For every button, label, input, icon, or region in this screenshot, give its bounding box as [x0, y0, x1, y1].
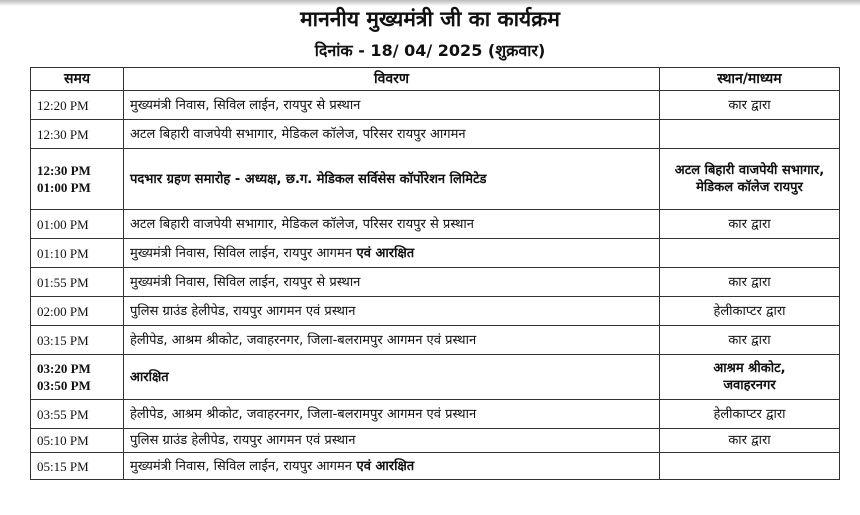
table-row	[31, 239, 840, 268]
date-line: दिनांक - 18/ 04/ 2025 (शुक्रवार)	[314, 41, 546, 60]
row-place: कार द्वारा	[660, 326, 840, 355]
row-place: हेलीकाप्टर द्वारा	[660, 400, 840, 429]
row-place: कार द्वारा	[660, 429, 840, 453]
row-time	[31, 149, 124, 210]
row-description: पुलिस ग्राउंड हेलीपेड, रायपुर आगमन एवं प्रस्थान	[124, 429, 660, 453]
row-description: हेलीपेड, आश्रम श्रीकोट, जवाहरनगर, जिला-बलरामपुर आगमन एवं प्रस्थान	[124, 326, 660, 355]
table-row	[31, 210, 840, 239]
row-time: 03:55 PM	[31, 400, 124, 429]
row-description: पदभार ग्रहण समारोह - अध्यक्ष, छ.ग. मेडिकल सर्विसेस कॉर्पोरेशन लिमिटेड	[124, 149, 660, 210]
row-place	[660, 453, 840, 480]
row-time-end: 03:50 PM	[37, 378, 91, 393]
row-place-line2: जवाहरनगर	[723, 378, 776, 393]
row-place: कार द्वारा	[660, 268, 840, 297]
header-time: समय	[31, 68, 124, 91]
row-time-end: 01:00 PM	[37, 180, 91, 195]
table-row	[31, 355, 840, 400]
row-description: पुलिस ग्राउंड हेलीपेड, रायपुर आगमन एवं प्रस्थान	[124, 297, 660, 326]
row-description	[124, 239, 660, 268]
table-row	[31, 268, 840, 297]
row-place	[660, 355, 840, 400]
header-place: स्थान/माध्यम	[660, 68, 840, 91]
schedule-table	[30, 67, 840, 480]
row-description	[124, 453, 660, 480]
row-place: कार द्वारा	[660, 91, 840, 120]
row-place: हेलीकाप्टर द्वारा	[660, 297, 840, 326]
table-row	[31, 297, 840, 326]
row-time: 12:30 PM	[31, 120, 124, 149]
row-time-start: 12:30 PM	[37, 163, 91, 178]
row-description-bold: एवं आरक्षित	[352, 458, 415, 474]
table-row	[31, 326, 840, 355]
table-row	[31, 400, 840, 429]
row-description: हेलीपेड, आश्रम श्रीकोट, जवाहरनगर, जिला-बलरामपुर आगमन एवं प्रस्थान	[124, 400, 660, 429]
row-place: अटल बिहारी वाजपेयी सभागार, मेडिकल कॉलेज रायपुर	[660, 149, 840, 210]
table-row	[31, 453, 840, 480]
row-time: 02:00 PM	[31, 297, 124, 326]
page-title: माननीय मुख्यमंत्री जी का कार्यक्रम	[300, 7, 560, 31]
row-place	[660, 120, 840, 149]
header-description: विवरण	[124, 68, 660, 91]
row-time: 01:55 PM	[31, 268, 124, 297]
row-description: मुख्यमंत्री निवास, सिविल लाईन, रायपुर से प्रस्थान	[124, 91, 660, 120]
row-time	[31, 355, 124, 400]
row-place: कार द्वारा	[660, 210, 840, 239]
row-place-line1: आश्रम श्रीकोट,	[713, 361, 786, 376]
row-description: अटल बिहारी वाजपेयी सभागार, मेडिकल कॉलेज, परिसर रायपुर आगमन	[124, 120, 660, 149]
row-description-text: मुख्यमंत्री निवास, सिविल लाईन, रायपुर आगमन	[130, 245, 352, 261]
table-row	[31, 91, 840, 120]
row-time-start: 03:20 PM	[37, 361, 91, 376]
row-time: 05:10 PM	[31, 429, 124, 453]
row-description: मुख्यमंत्री निवास, सिविल लाईन, रायपुर से प्रस्थान	[124, 268, 660, 297]
row-time: 05:15 PM	[31, 453, 124, 480]
table-row	[31, 429, 840, 453]
table-row	[31, 149, 840, 210]
row-description: आरक्षित	[124, 355, 660, 400]
row-time: 12:20 PM	[31, 91, 124, 120]
row-description: अटल बिहारी वाजपेयी सभागार, मेडिकल कॉलेज, परिसर रायपुर से प्रस्थान	[124, 210, 660, 239]
row-time: 01:10 PM	[31, 239, 124, 268]
row-description-bold: एवं आरक्षित	[352, 245, 415, 261]
row-time: 03:15 PM	[31, 326, 124, 355]
table-header-row	[31, 68, 840, 91]
row-time: 01:00 PM	[31, 210, 124, 239]
row-description-text: मुख्यमंत्री निवास, सिविल लाईन, रायपुर आगमन	[130, 458, 352, 474]
table-row	[31, 120, 840, 149]
row-place	[660, 239, 840, 268]
